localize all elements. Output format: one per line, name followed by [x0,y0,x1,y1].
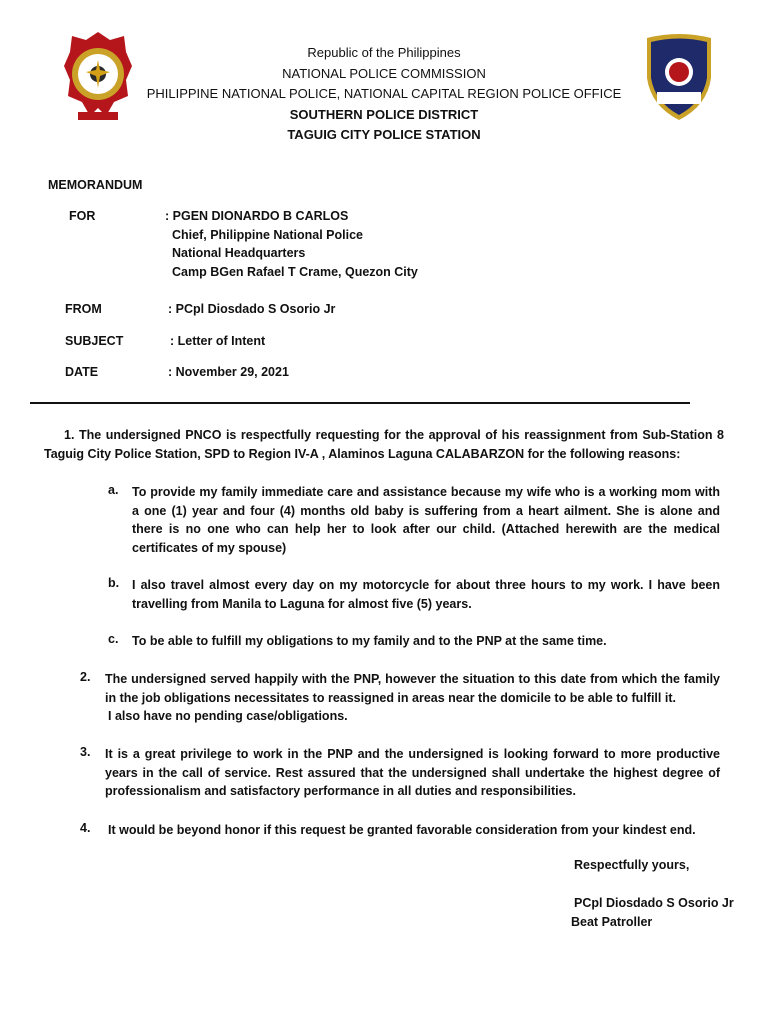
for-line-2: Chief, Philippine National Police [172,228,363,242]
header-republic: Republic of the Philippines [307,45,461,60]
signatory-position: Beat Patroller [571,915,653,929]
item-4-text: It would be beyond honor if this request be granted favorable consideration from your kindest end. [108,823,696,837]
item-4-marker: 4. [80,821,91,835]
item-c-marker: c. [108,632,119,646]
item-b-marker: b. [108,576,120,590]
date-label: DATE [65,365,99,379]
header-pnp-ncrpo: PHILIPPINE NATIONAL POLICE, NATIONAL CAPITAL REGION POLICE OFFICE [146,86,622,101]
for-line-3: National Headquarters [172,246,306,260]
for-label: FOR [69,209,96,223]
paragraph-1-line-1: 1. The undersigned PNCO is respectfully requesting for the approval of his reassignment from Sub-Station 8 [64,428,724,442]
for-name: : PGEN DIONARDO B CARLOS [165,209,349,223]
for-line-4: Camp BGen Rafael T Crame, Quezon City [172,265,418,279]
paragraph-1 [44,426,724,463]
item-2-extra: I also have no pending case/obligations. [108,709,348,723]
item-a-marker: a. [108,483,119,497]
subject-label: SUBJECT [65,334,124,348]
item-3-marker: 3. [80,745,91,759]
memo-title: MEMORANDUM [48,178,143,192]
subject-value: : Letter of Intent [170,334,266,348]
from-label: FROM [65,302,102,316]
header-napolcom: NATIONAL POLICE COMMISSION [282,66,486,81]
item-b-text: I also travel almost every day on my motorcycle for about three hours to my work. I have been travelling from Manila to Laguna for almost five (5) years. [132,578,720,611]
item-c-text: To be able to fulfill my obligations to my family and to the PNP at the same time. [132,634,607,648]
from-value: : PCpl Diosdado S Osorio Jr [168,302,336,316]
header-spd: SOUTHERN POLICE DISTRICT [289,107,479,122]
date-value: : November 29, 2021 [168,365,289,379]
item-3-text: It is a great privilege to work in the PNP and the undersigned is looking forward to more productive years in the call of service. Rest assured that the undersigned shall undertake the highest degree of professionalism and satisfactory performance in all duties and responsibilities. [105,747,720,799]
item-2-text: The undersigned served happily with the PNP, however the situation to this date from which the family in the job obligations necessitates to reassigned in areas near the domicile to be able to fulfill it. [105,672,720,705]
signatory-name: PCpl Diosdado S Osorio Jr [574,896,734,910]
header-divider [30,402,690,404]
item-a-text: To provide my family immediate care and assistance because my wife who is a working mom with a one (1) year and four (4) months old baby is suffering from a heart ailment. She is alone and there is no one who can help her to look after our child. (Attached herewith are the medical certificates of my spouse) [132,485,720,555]
closing-salutation: Respectfully yours, [574,858,690,872]
paragraph-1-line-2: Taguig City Police Station, SPD to Region IV-A , Alaminos Laguna CALABARZON for the following reasons: [44,446,681,461]
item-2-marker: 2. [80,670,91,684]
header-station: TAGUIG CITY POLICE STATION [287,127,481,142]
